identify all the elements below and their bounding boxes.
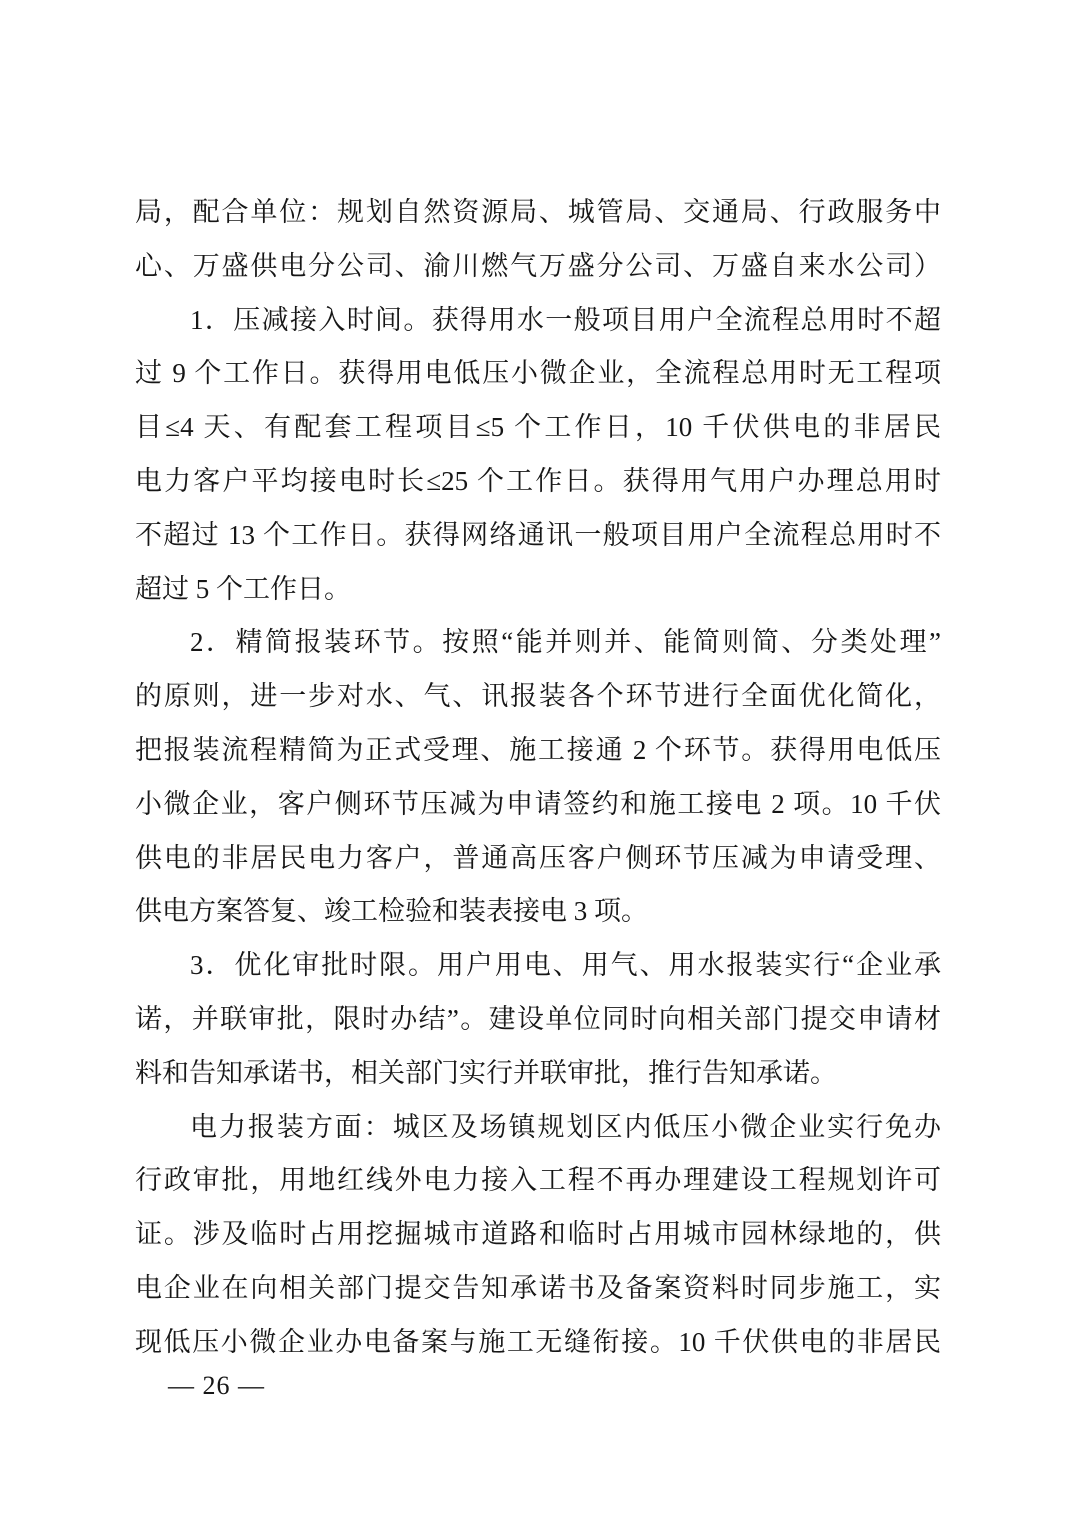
paragraph (135, 294, 941, 617)
text-line: 过 9 个工作日。获得用电低压小微企业，全流程总用时无工程项 (135, 358, 941, 389)
text-line: 证。涉及临时占用挖掘城市道路和临时占用城市园林绿地的，供 (135, 1219, 941, 1250)
paragraph (135, 1101, 941, 1370)
page-number: — 26 — (168, 1371, 265, 1400)
text-line: 把报装流程精简为正式受理、施工接通 2 个环节。获得用电低压 (135, 734, 941, 765)
text-line: 料和告知承诺书，相关部门实行并联审批，推行告知承诺。 (135, 1057, 837, 1088)
text-line: 不超过 13 个工作日。获得网络通讯一般项目用户全流程总用时不 (135, 519, 941, 550)
text-line: 目≤4 天、有配套工程项目≤5 个工作日，10 千伏供电的非居民 (135, 412, 941, 443)
text-line: 电企业在向相关部门提交告知承诺书及备案资料时同步施工，实 (135, 1272, 941, 1303)
body-text (135, 186, 941, 1370)
text-line: 的原则，进一步对水、气、讯报装各个环节进行全面优化简化， (135, 681, 941, 712)
text-line: 心、万盛供电分公司、渝川燃气万盛分公司、万盛自来水公司） (135, 250, 941, 281)
text-line: 供电方案答复、竣工检验和装表接电 3 项。 (135, 896, 648, 927)
text-line: 供电的非居民电力客户，普通高压客户侧环节压减为申请受理、 (135, 842, 941, 873)
text-line: 电力报装方面：城区及场镇规划区内低压小微企业实行免办 (190, 1111, 941, 1142)
text-line: 诺，并联审批，限时办结”。建设单位同时向相关部门提交申请材 (135, 1003, 941, 1034)
paragraph (135, 939, 941, 1100)
text-line: 1．压减接入时间。获得用水一般项目用户全流程总用时不超 (190, 304, 941, 335)
text-line: 现低压小微企业办电备案与施工无缝衔接。10 千伏供电的非居民 (135, 1326, 941, 1357)
text-line: 超过 5 个工作日。 (135, 573, 351, 604)
text-line: 电力客户平均接电时长≤25 个工作日。获得用气用户办理总用时 (135, 465, 941, 496)
text-line: 3．优化审批时限。用户用电、用气、用水报装实行“企业承 (190, 950, 941, 981)
paragraph (135, 186, 941, 294)
paragraph (135, 616, 941, 939)
text-line: 局，配合单位：规划自然资源局、城管局、交通局、行政服务中 (135, 197, 941, 227)
text-line: 小微企业，客户侧环节压减为申请签约和施工接电 2 项。10 千伏 (135, 788, 941, 819)
text-line: 行政审批，用地红线外电力接入工程不再办理建设工程规划许可 (135, 1165, 941, 1196)
text-line: 2．精简报装环节。按照“能并则并、能简则简、分类处理” (190, 627, 941, 658)
